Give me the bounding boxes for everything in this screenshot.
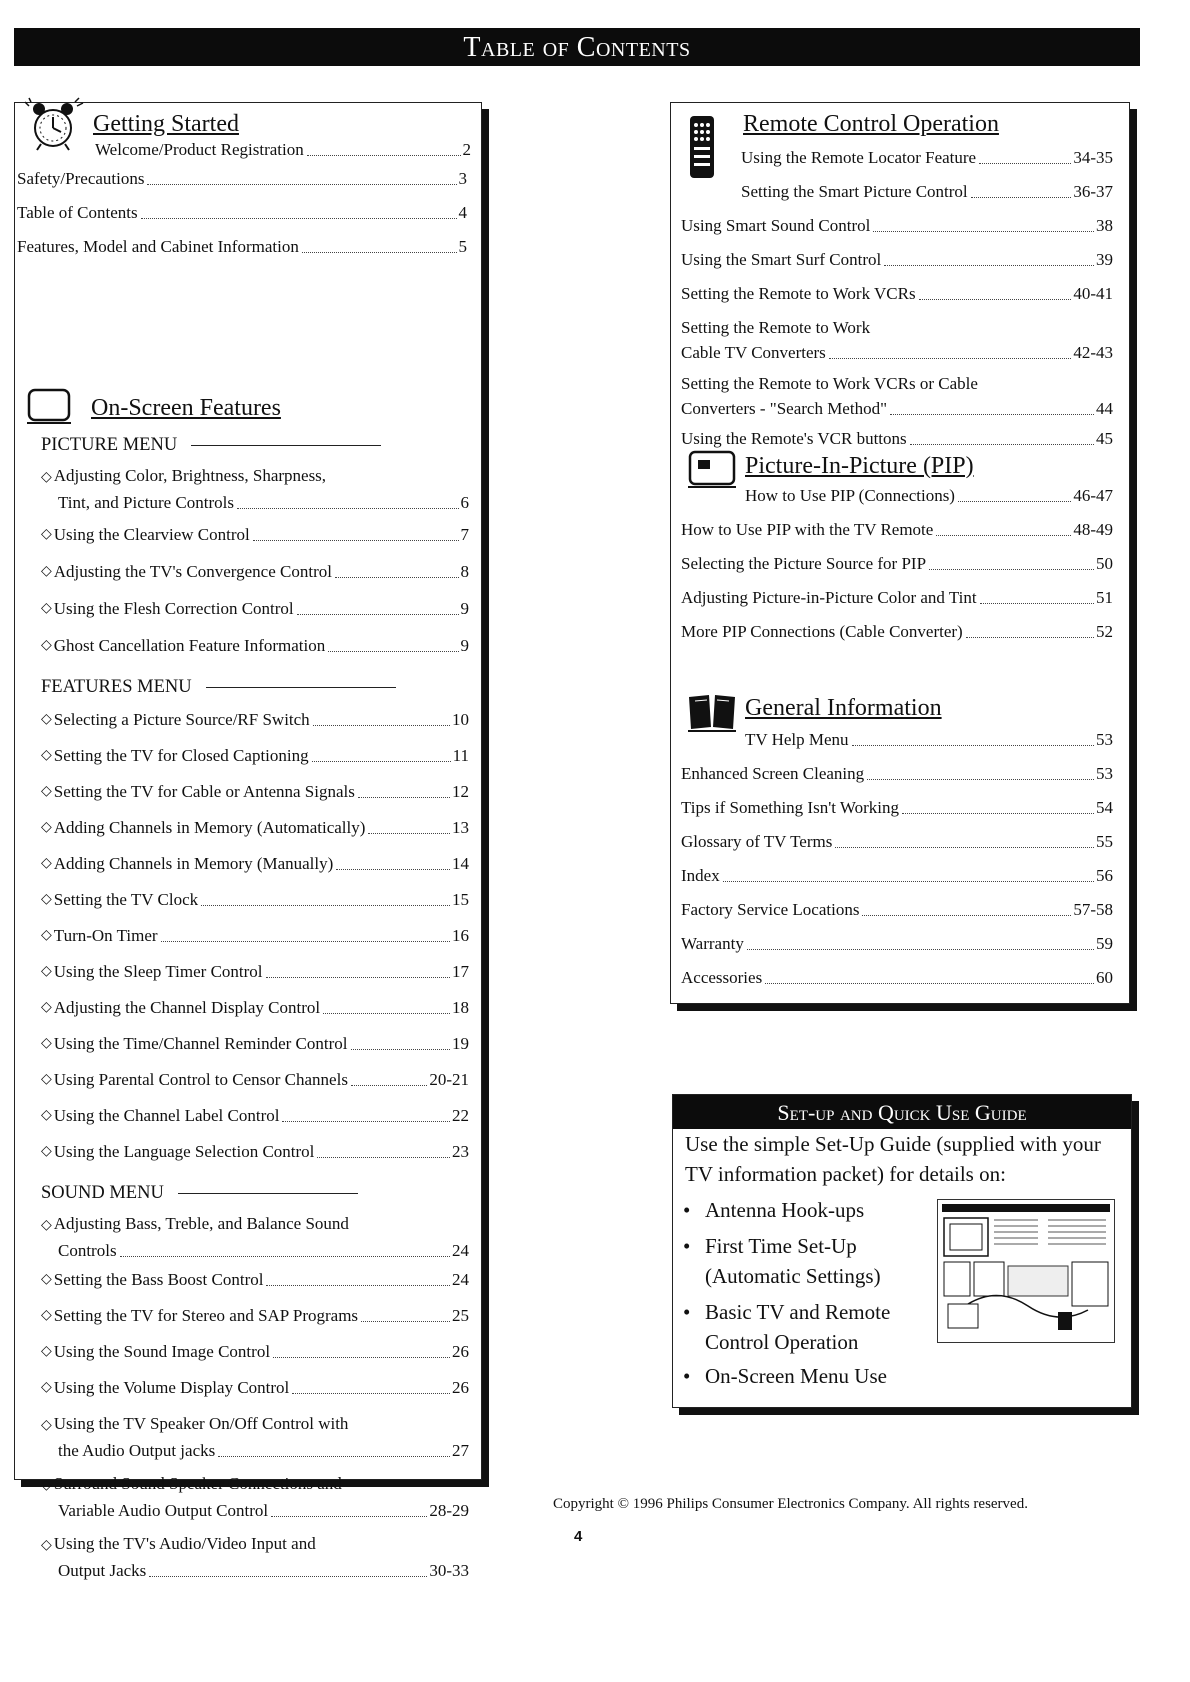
toc-entry[interactable]: ◇ Adjusting the TV's Convergence Control 8 [41,552,469,589]
diamond-bullet-icon: ◇ [41,470,52,485]
setup-guide-item: • First Time Set-Up (Automatic Settings) [683,1231,881,1291]
toc-entry[interactable]: Setting the Remote to Work VCRs 40-41 [681,284,1113,303]
toc-entry[interactable]: Table of Contents 4 [17,203,467,222]
diamond-bullet-icon: ◇ [41,1478,52,1493]
diamond-bullet-icon: ◇ [41,1308,52,1323]
diamond-bullet-icon: ◇ [41,1218,52,1233]
diamond-bullet-icon: ◇ [41,784,52,799]
toc-entry[interactable]: Using the Smart Surf Control 39 [681,250,1113,269]
diamond-bullet-icon: ◇ [41,564,52,579]
toc-entry[interactable]: ◇ Setting the TV Clock 15 [41,881,469,917]
picture-menu-heading: PICTURE MENU [23,431,471,459]
bullet-icon: • [683,1300,691,1324]
toc-entry[interactable]: ◇ Setting the TV for Closed Captioning 11 [41,737,469,773]
toc-entry[interactable]: ◇ Using the Volume Display Control 26 [41,1369,469,1405]
book-icon [687,691,737,738]
diamond-bullet-icon: ◇ [41,1272,52,1287]
toc-entry[interactable]: ◇ Selecting a Picture Source/RF Switch 10 [41,701,469,737]
toc-entry[interactable]: ◇ Using the TV Speaker On/Off Control with the Audio Output jacks 27 [41,1414,469,1460]
toc-entry[interactable]: ◇ Adjusting Color, Brightness, Sharpness, Tint, and Picture Controls 6 [41,466,469,512]
diamond-bullet-icon: ◇ [41,928,52,943]
toc-entry[interactable]: ◇ Surround Sound Speaker Connections and Variable Audio Output Control 28-29 [41,1474,469,1520]
diamond-bullet-icon: ◇ [41,1538,52,1553]
diamond-bullet-icon: ◇ [41,856,52,871]
right-contents-panel [670,102,1130,1004]
features-menu-list [23,701,471,1169]
toc-entry[interactable]: Enhanced Screen Cleaning 53 [681,764,1113,783]
diamond-bullet-icon: ◇ [41,1000,52,1015]
toc-entry[interactable]: Tips if Something Isn't Working 54 [681,798,1113,817]
diamond-bullet-icon: ◇ [41,1344,52,1359]
toc-entry[interactable]: ◇ Setting the TV for Stereo and SAP Programs 25 [41,1297,469,1333]
toc-entry[interactable]: ◇ Turn-On Timer 16 [41,917,469,953]
toc-entry[interactable]: Features, Model and Cabinet Information 5 [17,237,467,256]
diamond-bullet-icon: ◇ [41,1072,52,1087]
getting-started-title[interactable]: Getting Started [93,110,239,137]
diamond-bullet-icon: ◇ [41,1380,52,1395]
sound-menu-list [23,1211,471,1583]
toc-entry[interactable]: How to Use PIP with the TV Remote 48-49 [681,520,1113,539]
toc-entry[interactable]: ◇ Adjusting the Channel Display Control 18 [41,989,469,1025]
diamond-bullet-icon: ◇ [41,712,52,727]
remote-control-title[interactable]: Remote Control Operation [743,110,999,137]
toc-entry[interactable]: Warranty 59 [681,934,1113,953]
copyright-notice: Copyright © 1996 Philips Consumer Electronics Company. All rights reserved. [553,1496,1028,1512]
setup-guide-item: • Antenna Hook-ups [683,1195,864,1225]
toc-entry[interactable]: Index 56 [681,866,1113,885]
setup-guide-item: • Basic TV and Remote Control Operation [683,1297,890,1357]
toc-entry[interactable]: ◇ Setting the Bass Boost Control 24 [41,1263,469,1297]
toc-entry[interactable]: Factory Service Locations 57-58 [681,900,1113,919]
toc-entry[interactable]: Using the Remote Locator Feature 34-35 [741,148,1113,167]
toc-entry[interactable]: Setting the Remote to Work Cable TV Converters 42-43 [681,318,1113,362]
toc-entry[interactable]: Setting the Remote to Work VCRs or Cable Converters - "Search Method" 44 [681,374,1113,418]
bullet-icon: • [683,1234,691,1258]
toc-entry[interactable]: Safety/Precautions 3 [17,169,467,188]
toc-entry[interactable]: ◇ Using Parental Control to Censor Channels 20-21 [41,1061,469,1097]
diamond-bullet-icon: ◇ [41,1144,52,1159]
toc-entry[interactable]: ◇ Using the Channel Label Control 22 [41,1097,469,1133]
setup-guide-thumbnail-image [937,1199,1115,1343]
toc-entry[interactable]: ◇ Adjusting Bass, Treble, and Balance Sound Controls 24 [41,1214,469,1260]
toc-entry[interactable]: ◇ Ghost Cancellation Feature Information 9 [41,626,469,663]
diamond-bullet-icon: ◇ [41,601,52,616]
left-contents-panel [14,102,482,1580]
toc-entry[interactable]: Adjusting Picture-in-Picture Color and Tint 51 [681,588,1113,607]
toc-entry[interactable]: ◇ Using the Language Selection Control 23 [41,1133,469,1169]
sound-menu-heading: SOUND MENU [23,1179,471,1207]
bullet-icon: • [683,1364,691,1388]
toc-entry[interactable]: How to Use PIP (Connections) 46-47 [745,486,1113,505]
toc-entry[interactable]: ◇ Using the Clearview Control 7 [41,515,469,552]
setup-guide-item: • On-Screen Menu Use [683,1361,887,1391]
general-information-section [681,689,1117,995]
diamond-bullet-icon: ◇ [41,892,52,907]
setup-guide-title: Set-up and Quick Use Guide [673,1095,1131,1129]
diamond-bullet-icon: ◇ [41,638,52,653]
alarm-clock-icon [23,96,85,157]
toc-entry[interactable]: ◇ Adding Channels in Memory (Manually) 14 [41,845,469,881]
toc-entry[interactable]: ◇ Adding Channels in Memory (Automatically) 13 [41,809,469,845]
toc-entry[interactable]: Accessories 60 [681,968,1113,987]
getting-started-section [17,109,471,264]
diamond-bullet-icon: ◇ [41,820,52,835]
on-screen-features-title[interactable]: On-Screen Features [91,394,281,421]
bullet-icon: • [683,1198,691,1222]
toc-entry[interactable]: ◇ Using the TV's Audio/Video Input and Output Jacks 30-33 [41,1534,469,1580]
on-screen-features-section [23,391,471,1583]
pip-tv-icon [687,449,737,494]
diamond-bullet-icon: ◇ [41,964,52,979]
toc-entry[interactable]: ◇ Setting the TV for Cable or Antenna Signals 12 [41,773,469,809]
features-menu-heading: FEATURES MENU [23,673,471,701]
toc-entry[interactable]: Setting the Smart Picture Control 36-37 [741,182,1113,201]
toc-entry[interactable]: ◇ Using the Sound Image Control 26 [41,1333,469,1369]
table-of-contents-banner [14,28,1140,66]
toc-entry[interactable]: Using the Remote's VCR buttons 45 [681,429,1113,448]
toc-entry[interactable]: Using Smart Sound Control 38 [681,216,1113,235]
page-title: Table of Contents [463,32,691,63]
toc-entry[interactable]: Selecting the Picture Source for PIP 50 [681,554,1113,573]
toc-entry[interactable]: ◇ Using the Time/Channel Reminder Control 19 [41,1025,469,1061]
picture-menu-list [23,463,471,663]
setup-guide-intro: Use the simple Set-Up Guide (supplied with your TV information packet) for details on: [685,1132,1101,1186]
toc-entry[interactable]: TV Help Menu 53 [745,730,1113,749]
diamond-bullet-icon: ◇ [41,1108,52,1123]
diamond-bullet-icon: ◇ [41,748,52,763]
toc-entry[interactable]: More PIP Connections (Cable Converter) 52 [681,622,1113,641]
pip-title[interactable]: Picture-In-Picture (PIP) [745,452,974,479]
toc-entry[interactable]: Welcome/Product Registration 2 [95,140,471,159]
diamond-bullet-icon: ◇ [41,1036,52,1051]
remote-control-section [681,107,1117,456]
toc-entry[interactable]: Glossary of TV Terms 55 [681,832,1113,851]
tv-screen-icon [23,388,75,429]
remote-control-icon [689,115,715,184]
general-information-title[interactable]: General Information [745,694,942,721]
setup-guide-box [672,1094,1132,1408]
pip-section [681,443,1117,649]
toc-entry[interactable]: ◇ Using the Sleep Timer Control 17 [41,953,469,989]
diamond-bullet-icon: ◇ [41,527,52,542]
page-number: 4 [574,1528,583,1545]
toc-entry[interactable]: ◇ Using the Flesh Correction Control 9 [41,589,469,626]
diamond-bullet-icon: ◇ [41,1418,52,1433]
